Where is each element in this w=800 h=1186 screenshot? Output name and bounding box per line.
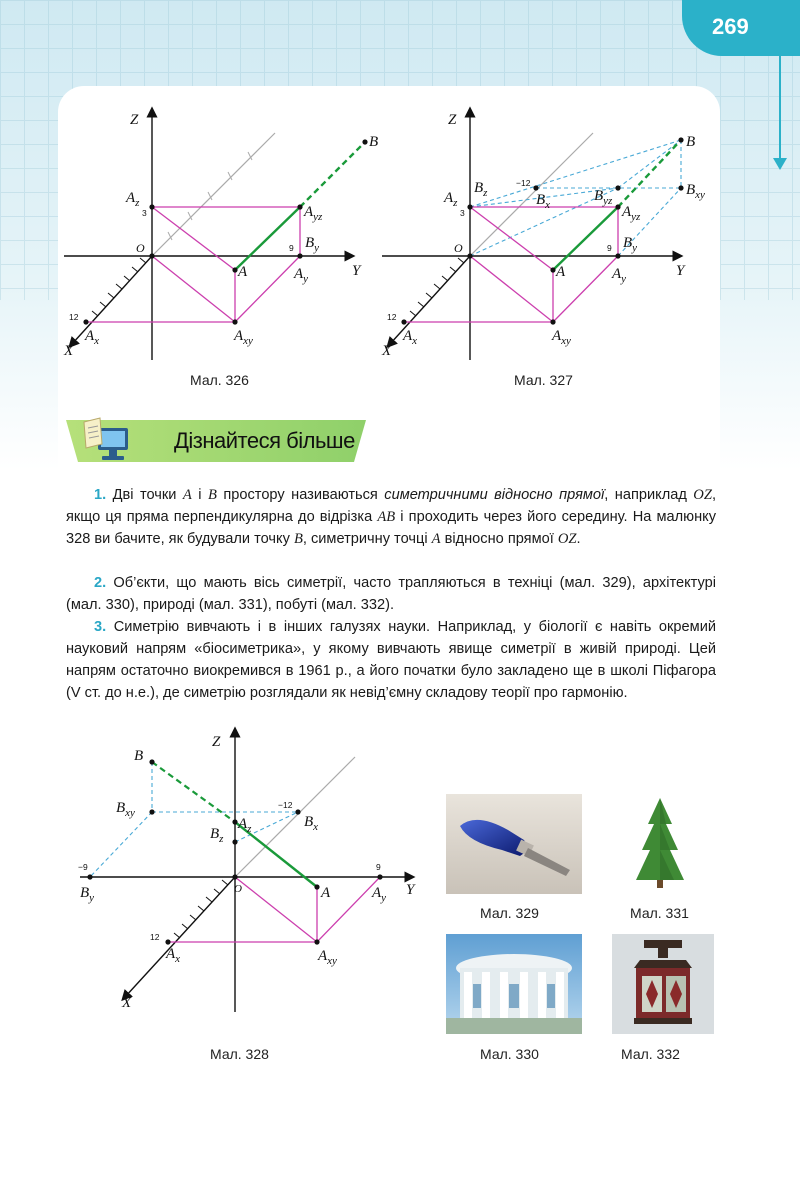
side-indicator-line: [779, 56, 781, 162]
svg-text:Ax: $A_x$: [166, 946, 181, 965]
svg-text:By: $B_y$: [305, 235, 320, 254]
page-number: 269: [712, 14, 749, 39]
section-banner: [66, 414, 366, 470]
label-b: B: [369, 134, 379, 150]
svg-text:Bz: $B_z$: [474, 180, 488, 199]
svg-text:Axy: $A_{xy}$: [318, 948, 337, 967]
svg-text:A: A: [321, 885, 331, 901]
svg-text:12: 12: [69, 312, 79, 322]
svg-text:Bx: $B_x$: [304, 814, 319, 833]
fir-tree-image: [630, 794, 690, 894]
svg-text:X: X: [382, 343, 392, 359]
label-y: Y: [352, 263, 361, 279]
svg-text:Bxy: $B_{xy}$: [116, 800, 135, 819]
svg-text:12: 12: [387, 312, 397, 322]
label-a: A: [238, 264, 248, 280]
svg-text:Az: $A_z$: [238, 816, 252, 835]
svg-text:O: O: [454, 241, 463, 255]
svg-text:Ay: $A_y$: [612, 266, 627, 285]
caption-fig329: Мал. 329: [480, 905, 539, 921]
svg-text:−12: −12: [278, 800, 293, 810]
svg-text:Ayz: $A_{yz}$: [304, 204, 323, 223]
svg-text:By: $B_y$: [623, 235, 638, 254]
svg-text:A: A: [556, 264, 566, 280]
svg-text:O: O: [234, 883, 242, 895]
svg-text:Z: Z: [448, 112, 457, 128]
svg-text:Axy: $A_{xy}$: [552, 328, 571, 347]
svg-text:X: X: [122, 995, 132, 1011]
svg-text:Bxy: $B_{xy}$: [686, 182, 705, 201]
svg-text:12: 12: [150, 932, 160, 942]
caption-fig330: Мал. 330: [480, 1046, 539, 1062]
svg-text:Az: $A_z$: [126, 190, 140, 209]
svg-text:−9: −9: [78, 862, 88, 872]
svg-text:Y: Y: [406, 882, 415, 898]
svg-text:By: $B_y$: [80, 885, 95, 904]
computer-icon: [74, 414, 134, 470]
caption-fig326: Мал. 326: [190, 372, 249, 388]
caption-fig327: Мал. 327: [514, 372, 573, 388]
figure-327: [378, 100, 718, 370]
figure-328: [70, 722, 430, 1022]
paragraph-1: 1. Дві точки A і B простору називаються симетричними відносно прямої, наприклад OZ, якщо ця пряма перпендикулярна до відрізка AB і проходить через його середину. На малюнку 328 ви бачите, як будували точку B, симетричну точці A відносно прямої OZ.: [66, 487, 717, 547]
svg-text:3: 3: [460, 208, 465, 218]
label-o: O: [136, 241, 145, 255]
svg-text:B: B: [686, 134, 696, 150]
svg-text:Y: Y: [676, 263, 685, 279]
svg-text:9: 9: [289, 243, 294, 253]
svg-text:Ay: $A_y$: [372, 885, 387, 904]
figure-326: [60, 100, 390, 370]
caption-fig332: Мал. 332: [621, 1046, 680, 1062]
svg-text:Az: $A_z$: [444, 190, 458, 209]
down-arrow-icon: [773, 158, 787, 170]
svg-text:9: 9: [607, 243, 612, 253]
paragraph-2: 2. Об’єкти, що мають вісь симетрії, часто трапляються в техніці (мал. 329), архітектурі (мал. 330), природі (мал. 331), побуті (мал. 332).: [66, 575, 716, 613]
building-image: [446, 934, 582, 1034]
caption-fig331: Мал. 331: [630, 905, 689, 921]
label-x: X: [64, 343, 74, 359]
paragraph-3: 3. Симетрію вивчають і в інших галузях науки. Наприклад, у біології є навіть окремий науковий напрям «біосиметрика», у якому вивчають явище симетрії в живій природі. Цей напрям остаточно виокремився в 1961 р., а його початки було закладено ще в школі Піфагора (V ст. до н.е.), де симетрію розглядали як невід’ємну складову теорії про гармонію.: [66, 619, 716, 701]
svg-text:Ayz: $A_{yz}$: [622, 204, 641, 223]
section-title: Дізнайтеся більше: [174, 428, 355, 453]
svg-text:3: 3: [142, 208, 147, 218]
label-z: Z: [130, 112, 139, 128]
svg-text:Ax: $A_x$: [85, 328, 100, 347]
svg-text:Z: Z: [212, 734, 221, 750]
svg-text:Bx: $B_x$: [536, 192, 551, 211]
screwdriver-image: [446, 794, 582, 894]
svg-text:−12: −12: [516, 178, 531, 188]
lamp-image: [612, 934, 714, 1034]
svg-text:Ax: $A_x$: [403, 328, 418, 347]
svg-text:Byz: $B_{yz}$: [594, 188, 613, 207]
svg-text:B: B: [134, 748, 144, 764]
svg-text:Ay: $A_y$: [294, 266, 309, 285]
svg-text:Axy: $A_{xy}$: [234, 328, 253, 347]
svg-text:Bz: $B_z$: [210, 826, 224, 845]
svg-text:9: 9: [376, 862, 381, 872]
caption-fig328: Мал. 328: [210, 1046, 269, 1062]
